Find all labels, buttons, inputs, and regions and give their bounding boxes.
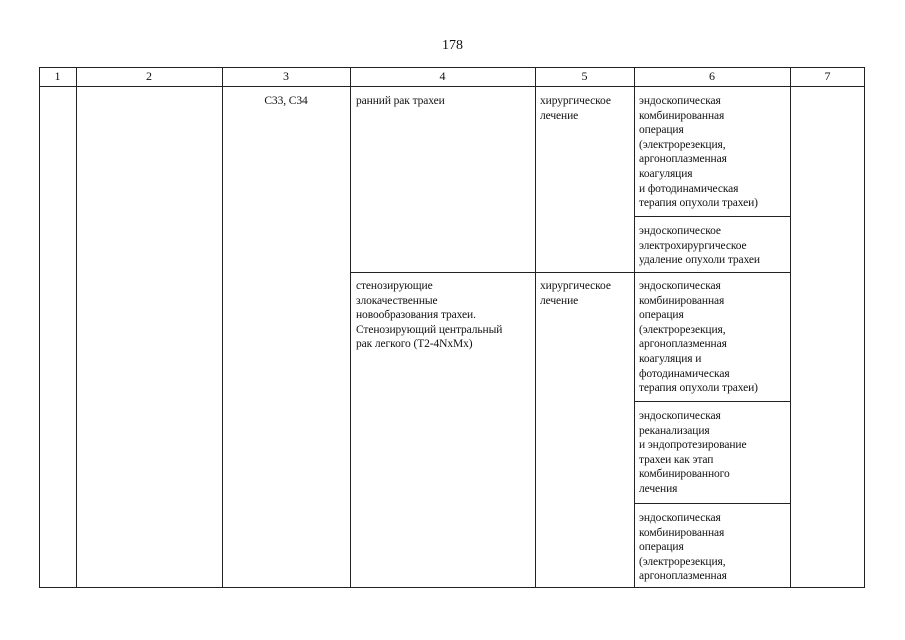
column-header: 3 bbox=[283, 69, 289, 83]
column-border bbox=[790, 67, 791, 588]
treatment-type-cell: хирургическое лечение bbox=[540, 280, 611, 307]
row-divider-method-1 bbox=[634, 216, 790, 217]
column-border bbox=[350, 67, 351, 588]
column-header: 7 bbox=[824, 69, 831, 83]
icd-codes: C33, C34 bbox=[264, 95, 308, 107]
treatment-type-cell: хирургическое лечение bbox=[540, 95, 611, 122]
method-cell: эндоскопическая комбинированная операция (электрорезекция, аргоноплазменная коагуляция и фотодинамическая терапия опухоли трахеи) bbox=[639, 95, 758, 210]
diagnosis-cell: стенозирующие злокачественные новообразования трахеи. Стенозирующий центральный рак легкого (T2-4NxMx) bbox=[356, 280, 503, 351]
column-border bbox=[535, 67, 536, 588]
column-header: 5 bbox=[581, 69, 588, 83]
medical-procedures-table bbox=[39, 67, 865, 588]
row-divider-diagnosis bbox=[350, 272, 790, 273]
column-border bbox=[76, 67, 77, 588]
diagnosis-cell: ранний рак трахеи bbox=[356, 95, 445, 107]
column-header: 2 bbox=[146, 69, 152, 83]
table-bottom-border bbox=[39, 587, 865, 588]
row-divider-method-3 bbox=[634, 503, 790, 504]
column-border bbox=[222, 67, 223, 588]
row-divider-method-2 bbox=[634, 401, 790, 402]
column-border bbox=[634, 67, 635, 588]
method-cell: эндоскопическая комбинированная операция (электрорезекция, аргоноплазменная коагуляция и фотодинамическая терапия опухоли трахеи) bbox=[639, 280, 758, 395]
method-cell: эндоскопическое электрохирургическое удаление опухоли трахеи bbox=[639, 225, 760, 267]
page-number: 178 bbox=[442, 38, 463, 53]
column-header: 6 bbox=[709, 69, 715, 83]
column-border bbox=[39, 67, 40, 588]
header-bottom-border bbox=[39, 86, 865, 87]
column-header: 4 bbox=[439, 69, 446, 83]
column-header: 1 bbox=[54, 69, 61, 83]
column-border bbox=[864, 67, 865, 588]
method-cell: эндоскопическая реканализация и эндопротезирование трахеи как этап комбинированного лечения bbox=[639, 410, 747, 495]
method-cell: эндоскопическая комбинированная операция (электрорезекция, аргоноплазменная bbox=[639, 512, 727, 583]
